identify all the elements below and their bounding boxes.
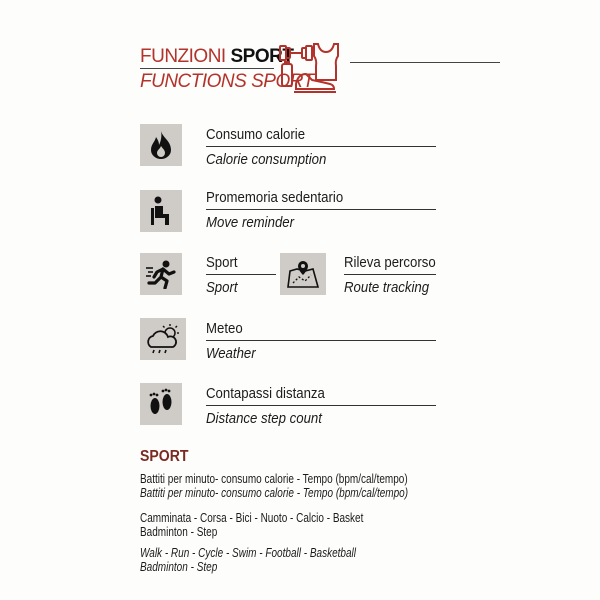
divider bbox=[206, 340, 436, 341]
feature-label-it: Promemoria sedentario bbox=[206, 189, 344, 206]
sport-metrics-en: Battiti per minuto- consumo calorie - Tempo (bpm/cal/tempo) bbox=[140, 486, 409, 500]
step-count-tile bbox=[140, 383, 182, 425]
divider bbox=[206, 274, 276, 275]
flame-icon bbox=[147, 130, 175, 160]
header-it-prefix: FUNZIONI bbox=[140, 46, 231, 67]
feature-label-it: Meteo bbox=[206, 320, 243, 337]
footprints-icon bbox=[146, 388, 176, 420]
header-title-it bbox=[140, 46, 293, 68]
calorie-tile bbox=[140, 124, 182, 166]
header-underline bbox=[140, 68, 274, 69]
running-person-icon bbox=[145, 259, 177, 289]
sport-list-en-line2: Badminton - Step bbox=[140, 560, 218, 574]
weather-cloud-icon bbox=[144, 323, 182, 355]
sport-tile bbox=[140, 253, 182, 295]
sport-equipment-icon bbox=[278, 40, 348, 103]
feature-label-en: Move reminder bbox=[206, 214, 295, 231]
sport-section-title: SPORT bbox=[140, 448, 189, 465]
header-en-prefix: FUNCTIONS bbox=[140, 71, 252, 92]
feature-label-it: Consumo calorie bbox=[206, 126, 306, 143]
sport-list-it-line2: Badminton - Step bbox=[140, 525, 218, 539]
sport-list-en-line1: Walk - Run - Cycle - Swim - Football - Basketball bbox=[140, 546, 356, 560]
feature-label-en: Weather bbox=[206, 345, 256, 362]
seated-person-icon bbox=[148, 196, 174, 226]
feature-label-it: Contapassi distanza bbox=[206, 385, 325, 402]
weather-tile bbox=[140, 318, 186, 360]
divider bbox=[206, 146, 436, 147]
feature-label-en: Route tracking bbox=[344, 279, 430, 296]
divider bbox=[344, 274, 436, 275]
feature-label-en: Sport bbox=[206, 279, 238, 296]
feature-label-en: Distance step count bbox=[206, 410, 322, 427]
divider bbox=[206, 209, 436, 210]
sport-list-it-line1: Camminata - Corsa - Bici - Nuoto - Calcio - Basket bbox=[140, 511, 364, 525]
move-reminder-tile bbox=[140, 190, 182, 232]
map-pin-icon bbox=[285, 259, 321, 289]
route-tracking-tile bbox=[280, 253, 326, 295]
sport-metrics-it: Battiti per minuto- consumo calorie - Tempo (bpm/cal/tempo) bbox=[140, 472, 408, 486]
divider bbox=[206, 405, 436, 406]
header-right-line bbox=[350, 62, 500, 63]
header-en-main: SPORT bbox=[251, 71, 314, 92]
feature-label-en: Calorie consumption bbox=[206, 151, 327, 168]
header-it-main: SPORT bbox=[230, 46, 294, 67]
feature-label-it: Sport bbox=[206, 254, 238, 271]
feature-label-it: Rileva percorso bbox=[344, 254, 436, 271]
